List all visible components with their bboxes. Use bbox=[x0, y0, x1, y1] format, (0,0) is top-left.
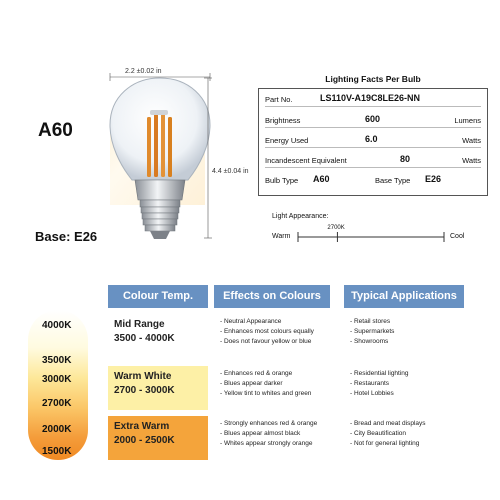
appearance-scale bbox=[298, 232, 444, 242]
base-type-value: E26 bbox=[425, 174, 442, 184]
row-range: 3500 - 4000K bbox=[114, 333, 175, 344]
lighting-facts-panel bbox=[258, 74, 488, 196]
effect-item: - Blues appear darker bbox=[220, 380, 283, 387]
app-item: - Retail stores bbox=[350, 318, 391, 325]
bulb-model-title: A60 bbox=[38, 120, 73, 141]
kelvin-label: 2000K bbox=[42, 424, 72, 435]
filament-3 bbox=[161, 114, 165, 177]
kelvin-label: 1500K bbox=[42, 446, 72, 457]
row-mid-range-effects bbox=[214, 314, 330, 360]
header-effects: Effects on Colours bbox=[214, 285, 330, 308]
effect-item: - Blues appear almost black bbox=[220, 430, 301, 437]
appearance-label: Light Appearance: bbox=[272, 213, 329, 220]
app-item: - Supermarkets bbox=[350, 328, 395, 335]
row-name: Extra Warm bbox=[114, 421, 170, 432]
app-item: - City Beautification bbox=[350, 430, 406, 437]
energy-unit: Watts bbox=[462, 136, 481, 145]
row-extra-warm-apps bbox=[344, 416, 464, 460]
row-mid-range-temp bbox=[108, 314, 208, 360]
effect-item: - Enhances red & orange bbox=[220, 370, 293, 377]
incandescent-value: 80 bbox=[400, 154, 411, 164]
effect-item: - Enhances most colours equally bbox=[220, 328, 314, 335]
app-item: - Hotel Lobbies bbox=[350, 390, 394, 397]
filament-4 bbox=[168, 117, 172, 177]
row-range: 2700 - 3000K bbox=[114, 385, 175, 396]
incandescent-label: Incandescent Equivalent bbox=[265, 156, 347, 165]
screw-base bbox=[140, 200, 180, 239]
filament-2 bbox=[154, 114, 158, 177]
effect-item: - Yellow tint to whites and green bbox=[220, 390, 312, 397]
effect-item: - Does not favour yellow or blue bbox=[220, 338, 312, 345]
filament-1 bbox=[147, 117, 151, 177]
app-item: - Bread and meat displays bbox=[350, 420, 426, 427]
kelvin-gradient bbox=[28, 310, 88, 460]
effect-item: - Neutral Appearance bbox=[220, 318, 282, 325]
row-warm-white-temp bbox=[108, 366, 208, 410]
part-value: LS110V-A19C8LE26-NN bbox=[320, 93, 421, 103]
bulb-base-label: Base: E26 bbox=[35, 229, 98, 244]
row-name: Mid Range bbox=[114, 319, 165, 330]
row-range: 2000 - 2500K bbox=[114, 435, 175, 446]
row-extra-warm-temp bbox=[108, 416, 208, 460]
row-warm-white-apps bbox=[344, 366, 464, 410]
header-applications: Typical Applications bbox=[344, 285, 464, 308]
appearance-cool: Cool bbox=[450, 233, 465, 240]
bulb-type-label: Bulb Type bbox=[265, 176, 299, 185]
energy-label: Energy Used bbox=[265, 136, 309, 145]
filament-cap bbox=[150, 110, 168, 115]
brightness-value: 600 bbox=[365, 114, 381, 124]
brightness-row bbox=[265, 113, 481, 128]
app-item: - Restaurants bbox=[350, 380, 390, 387]
type-row bbox=[265, 173, 481, 187]
kelvin-label: 3500K bbox=[42, 355, 72, 366]
kelvin-label: 3000K bbox=[42, 374, 72, 385]
kelvin-label: 4000K bbox=[42, 320, 72, 331]
appearance-warm: Warm bbox=[272, 233, 291, 240]
effect-item: - Strongly enhances red & orange bbox=[220, 420, 318, 427]
part-row bbox=[265, 92, 481, 107]
app-item: - Not for general lighting bbox=[350, 440, 420, 447]
incandescent-unit: Watts bbox=[462, 156, 481, 165]
appearance-marker-label: 2700K bbox=[327, 225, 345, 231]
row-name: Warm White bbox=[114, 371, 172, 382]
app-item: - Residential lighting bbox=[350, 370, 409, 377]
bulb-type-value: A60 bbox=[313, 174, 330, 184]
bulb-glass bbox=[110, 78, 210, 180]
row-warm-white-effects bbox=[214, 366, 330, 410]
row-mid-range-apps bbox=[344, 314, 464, 360]
kelvin-label: 2700K bbox=[42, 398, 72, 409]
app-item: - Showrooms bbox=[350, 338, 389, 345]
brightness-label: Brightness bbox=[265, 116, 301, 125]
part-label: Part No. bbox=[265, 95, 293, 104]
base-type-label: Base Type bbox=[375, 176, 411, 185]
effect-item: - Whites appear strongly orange bbox=[220, 440, 313, 447]
row-extra-warm-effects bbox=[214, 416, 330, 460]
incandescent-row bbox=[265, 153, 481, 168]
height-dimension: 4.4 ±0.04 in bbox=[212, 168, 249, 175]
energy-value: 6.0 bbox=[365, 134, 378, 144]
header-colour-temp: Colour Temp. bbox=[108, 285, 208, 308]
bulb-collar bbox=[135, 180, 185, 200]
brightness-unit: Lumens bbox=[454, 116, 481, 125]
lighting-facts-title: Lighting Facts Per Bulb bbox=[325, 74, 421, 84]
energy-row bbox=[265, 133, 481, 148]
width-dimension: 2.2 ±0.02 in bbox=[125, 68, 162, 75]
